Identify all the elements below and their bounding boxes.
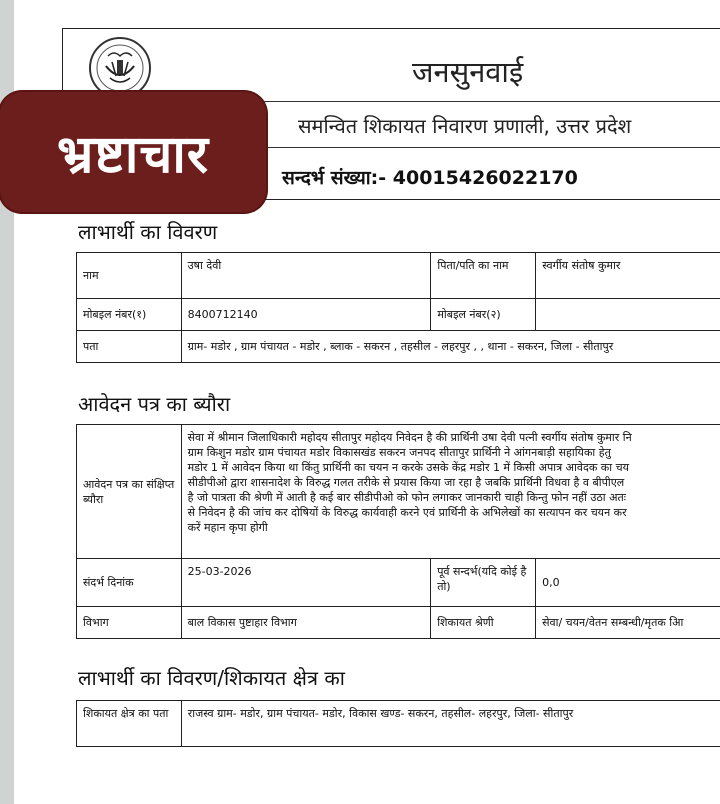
department-label: विभाग	[77, 607, 182, 639]
summary-line: सीडीपीओ द्वारा शासनादेश के विरुद्ध गलत तरीके से प्रयास किया जा रहा है जबकि प्रार्थिनी विधवा है व बीपीएल	[187, 476, 625, 489]
summary-line: करें महान कृपा होगी	[187, 521, 268, 534]
beneficiary-table	[76, 252, 720, 363]
complaint-area-table	[76, 700, 720, 747]
date-value: 25-03-2026	[181, 559, 431, 607]
page-subtitle: समन्वित शिकायत निवारण प्रणाली, उत्तर प्रदेश	[298, 114, 632, 138]
up-government-emblem-icon	[88, 36, 152, 100]
father-label: पिता/पति का नाम	[431, 253, 536, 299]
name-value: उषा देवी	[181, 253, 431, 299]
address-label: पता	[77, 331, 182, 363]
stamp-text: भ्रष्टाचार	[56, 124, 210, 185]
department-value: बाल विकास पुष्टाहार विभाग	[181, 607, 431, 639]
summary-label: आवेदन पत्र का संक्षिप्त ब्यौरा	[77, 425, 182, 559]
category-value: सेवा/ चयन/वेतन सम्बन्धी/मृतक आि	[536, 607, 720, 639]
summary-line: है जो पात्रता की श्रेणी में आती है कई बार सीडीपीओ को फोन लगाकर जानकारी चाही किन्तु फोन नहीं उठा अतः	[187, 491, 627, 504]
beneficiary-heading: लाभार्थी का विवरण	[78, 220, 218, 244]
summary-line: मडोर 1 में आवेदन किया था किंतु प्रार्थिनी का चयन न करके उसके केंद्र मडोर 1 में किसी अपात्र आवेदक का चय	[187, 461, 629, 474]
date-label: संदर्भ दिनांक	[77, 559, 182, 607]
summary-line: सेवा में श्रीमान जिलाधिकारी महोदय सीतापुर महोदय निवेदन है की प्रार्थिनी उषा देवी पत्नी स्वर्गीय संतोष कुमार नि	[187, 431, 632, 444]
mobile2-value	[536, 299, 720, 331]
application-heading: आवेदन पत्र का ब्यौरा	[78, 392, 231, 416]
complaint-area-value: राजस्व ग्राम- मडोर, ग्राम पंचायत- मडोर, विकास खण्ड- सकरन, तहसील- लहरपुर, जिला- सीतापुर	[181, 701, 720, 747]
page-title: जनसुनवाई	[412, 55, 524, 89]
complaint-area-heading: लाभार्थी का विवरण/शिकायत क्षेत्र का	[78, 666, 345, 690]
father-value: स्वर्गीय संतोष कुमार	[536, 253, 720, 299]
summary-line: से निवेदन है की जांच कर दोषियों के विरुद्ध कार्यवाही करने एवं प्रार्थिनी के अभिलेखों का सत्यापन कर चयन कर	[187, 506, 627, 519]
prev-ref-value: 0,0	[536, 559, 720, 607]
application-table	[76, 424, 720, 639]
complaint-area-label: शिकायत क्षेत्र का पता	[77, 701, 182, 747]
summary-value	[181, 425, 720, 559]
prev-ref-label: पूर्व सन्दर्भ(यदि कोई है तो)	[431, 559, 536, 607]
mobile2-label: मोबइल नंबर(२)	[431, 299, 536, 331]
category-label: शिकायत श्रेणी	[431, 607, 536, 639]
corruption-stamp	[0, 92, 266, 212]
summary-line: ग्राम किशुन मडोर ग्राम पंचायत मडोर विकासखंड सकरन जनपद सीतापुर प्रार्थिनी ने आंगनबाड़ी सहायिका हेतु	[187, 446, 611, 459]
mobile1-value: 8400712140	[181, 299, 431, 331]
address-value: ग्राम- मडोर , ग्राम पंचायत - मडोर , ब्लाक - सकरन , तहसील - लहरपुर , , थाना - सकरन, जिला - सीतापुर	[181, 331, 720, 363]
name-label: नाम	[77, 253, 182, 299]
header-divider	[263, 147, 720, 148]
mobile1-label: मोबइल नंबर(१)	[77, 299, 182, 331]
reference-number: सन्दर्भ संख्या:- 40015426022170	[282, 167, 578, 189]
